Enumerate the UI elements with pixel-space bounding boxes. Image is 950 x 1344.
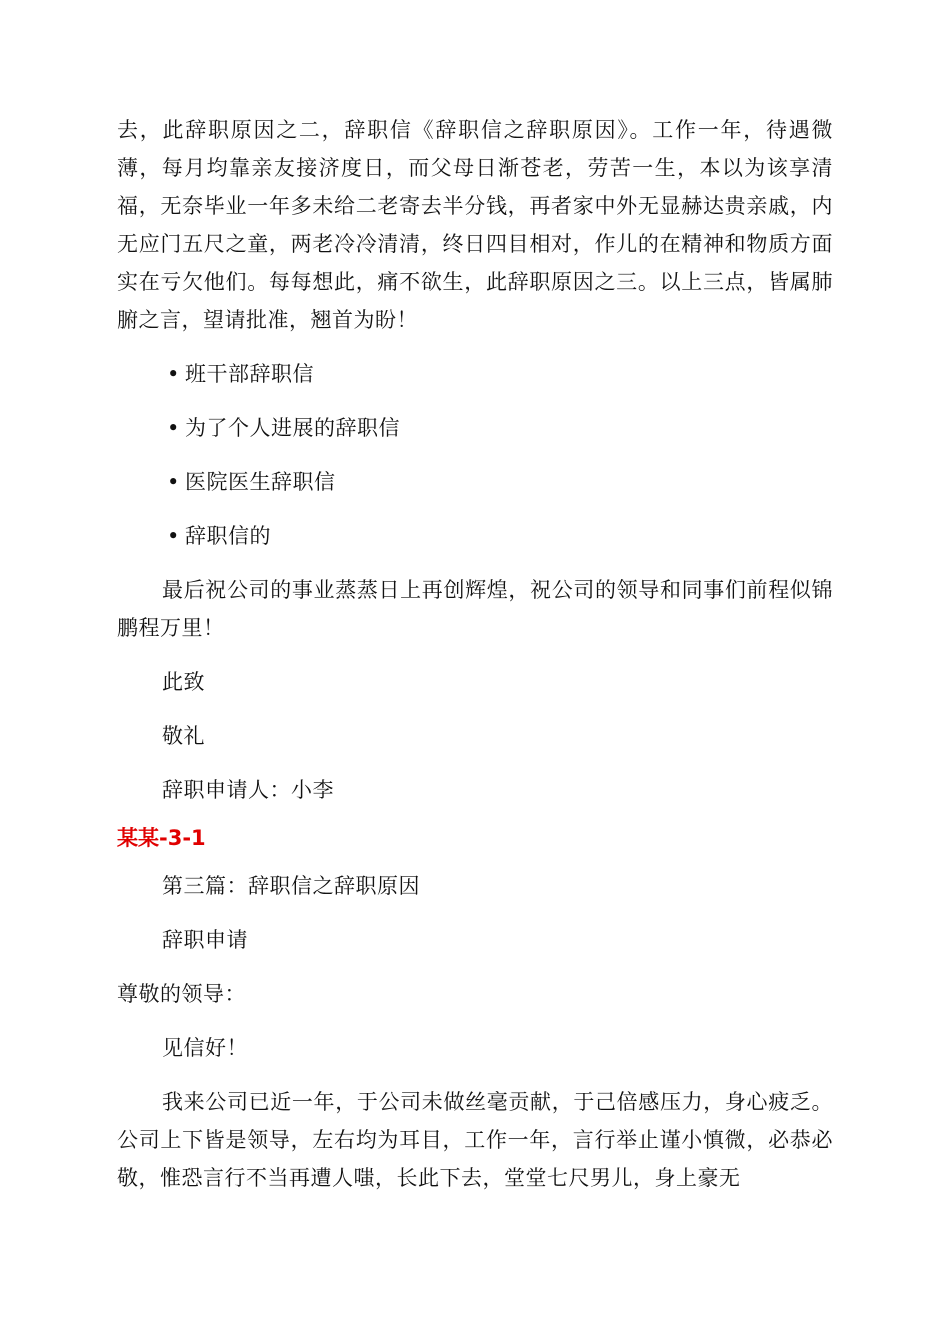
paragraph-greeting: 见信好！ bbox=[162, 1036, 248, 1060]
paragraph-closing-wishes: 最后祝公司的事业蒸蒸日上再创辉煌，祝公司的领导和同事们前程似锦鹏程万里！ bbox=[117, 578, 833, 640]
bullet-icon: • bbox=[167, 416, 180, 440]
paragraph-cizhi: 此致 bbox=[162, 670, 205, 694]
paragraph-salutation: 尊敬的领导： bbox=[117, 982, 246, 1006]
bullet-icon: • bbox=[167, 470, 180, 494]
bullet-icon: • bbox=[167, 524, 180, 548]
list-item-related-link[interactable] bbox=[117, 409, 833, 447]
paragraph-reasons-continued: 去，此辞职原因之二，辞职信《辞职信之辞职原因》。工作一年，待遇微薄，每月均靠亲友接济度日，而父母日渐苍老，劳苦一生，本以为该享清福，无奈毕业一年多未给二老寄去半分钱，再者家中外无显赫达贵亲戚，内无应门五尺之童，两老冷冷清清，终日四目相对，作儿的在精神和物质方面实在亏欠他们。每每想此，痛不欲生，此辞职原因之三。以上三点，皆属肺腑之言，望请批准，翘首为盼！ bbox=[117, 118, 833, 332]
bullet-icon: • bbox=[167, 362, 180, 386]
list-item-label: 为了个人进展的辞职信 bbox=[185, 416, 400, 440]
list-item-label: 班干部辞职信 bbox=[185, 362, 314, 386]
list-item-related-link[interactable] bbox=[117, 463, 833, 501]
paragraph-body: 我来公司已近一年，于公司未做丝毫贡献，于己倍感压力，身心疲乏。公司上下皆是领导，左右均为耳目，工作一年，言行举止谨小慎微，必恭必敬，惟恐言行不当再遭人嗤，长此下去，堂堂七尺男儿，身上豪无 bbox=[117, 1090, 833, 1190]
section-title: 第三篇：辞职信之辞职原因 bbox=[162, 874, 420, 898]
paragraph-applicant: 辞职申请人：小李 bbox=[162, 778, 334, 802]
paragraph-jingli: 敬礼 bbox=[162, 724, 205, 748]
list-item-related-link[interactable] bbox=[117, 517, 833, 555]
list-item-label: 辞职信的 bbox=[185, 524, 271, 548]
list-item-label: 医院医生辞职信 bbox=[185, 470, 336, 494]
paragraph-application-title: 辞职申请 bbox=[162, 928, 248, 952]
section-heading: 某某-3-1 bbox=[117, 826, 206, 850]
document-page bbox=[117, 111, 833, 1197]
list-item-related-link[interactable] bbox=[117, 355, 833, 393]
